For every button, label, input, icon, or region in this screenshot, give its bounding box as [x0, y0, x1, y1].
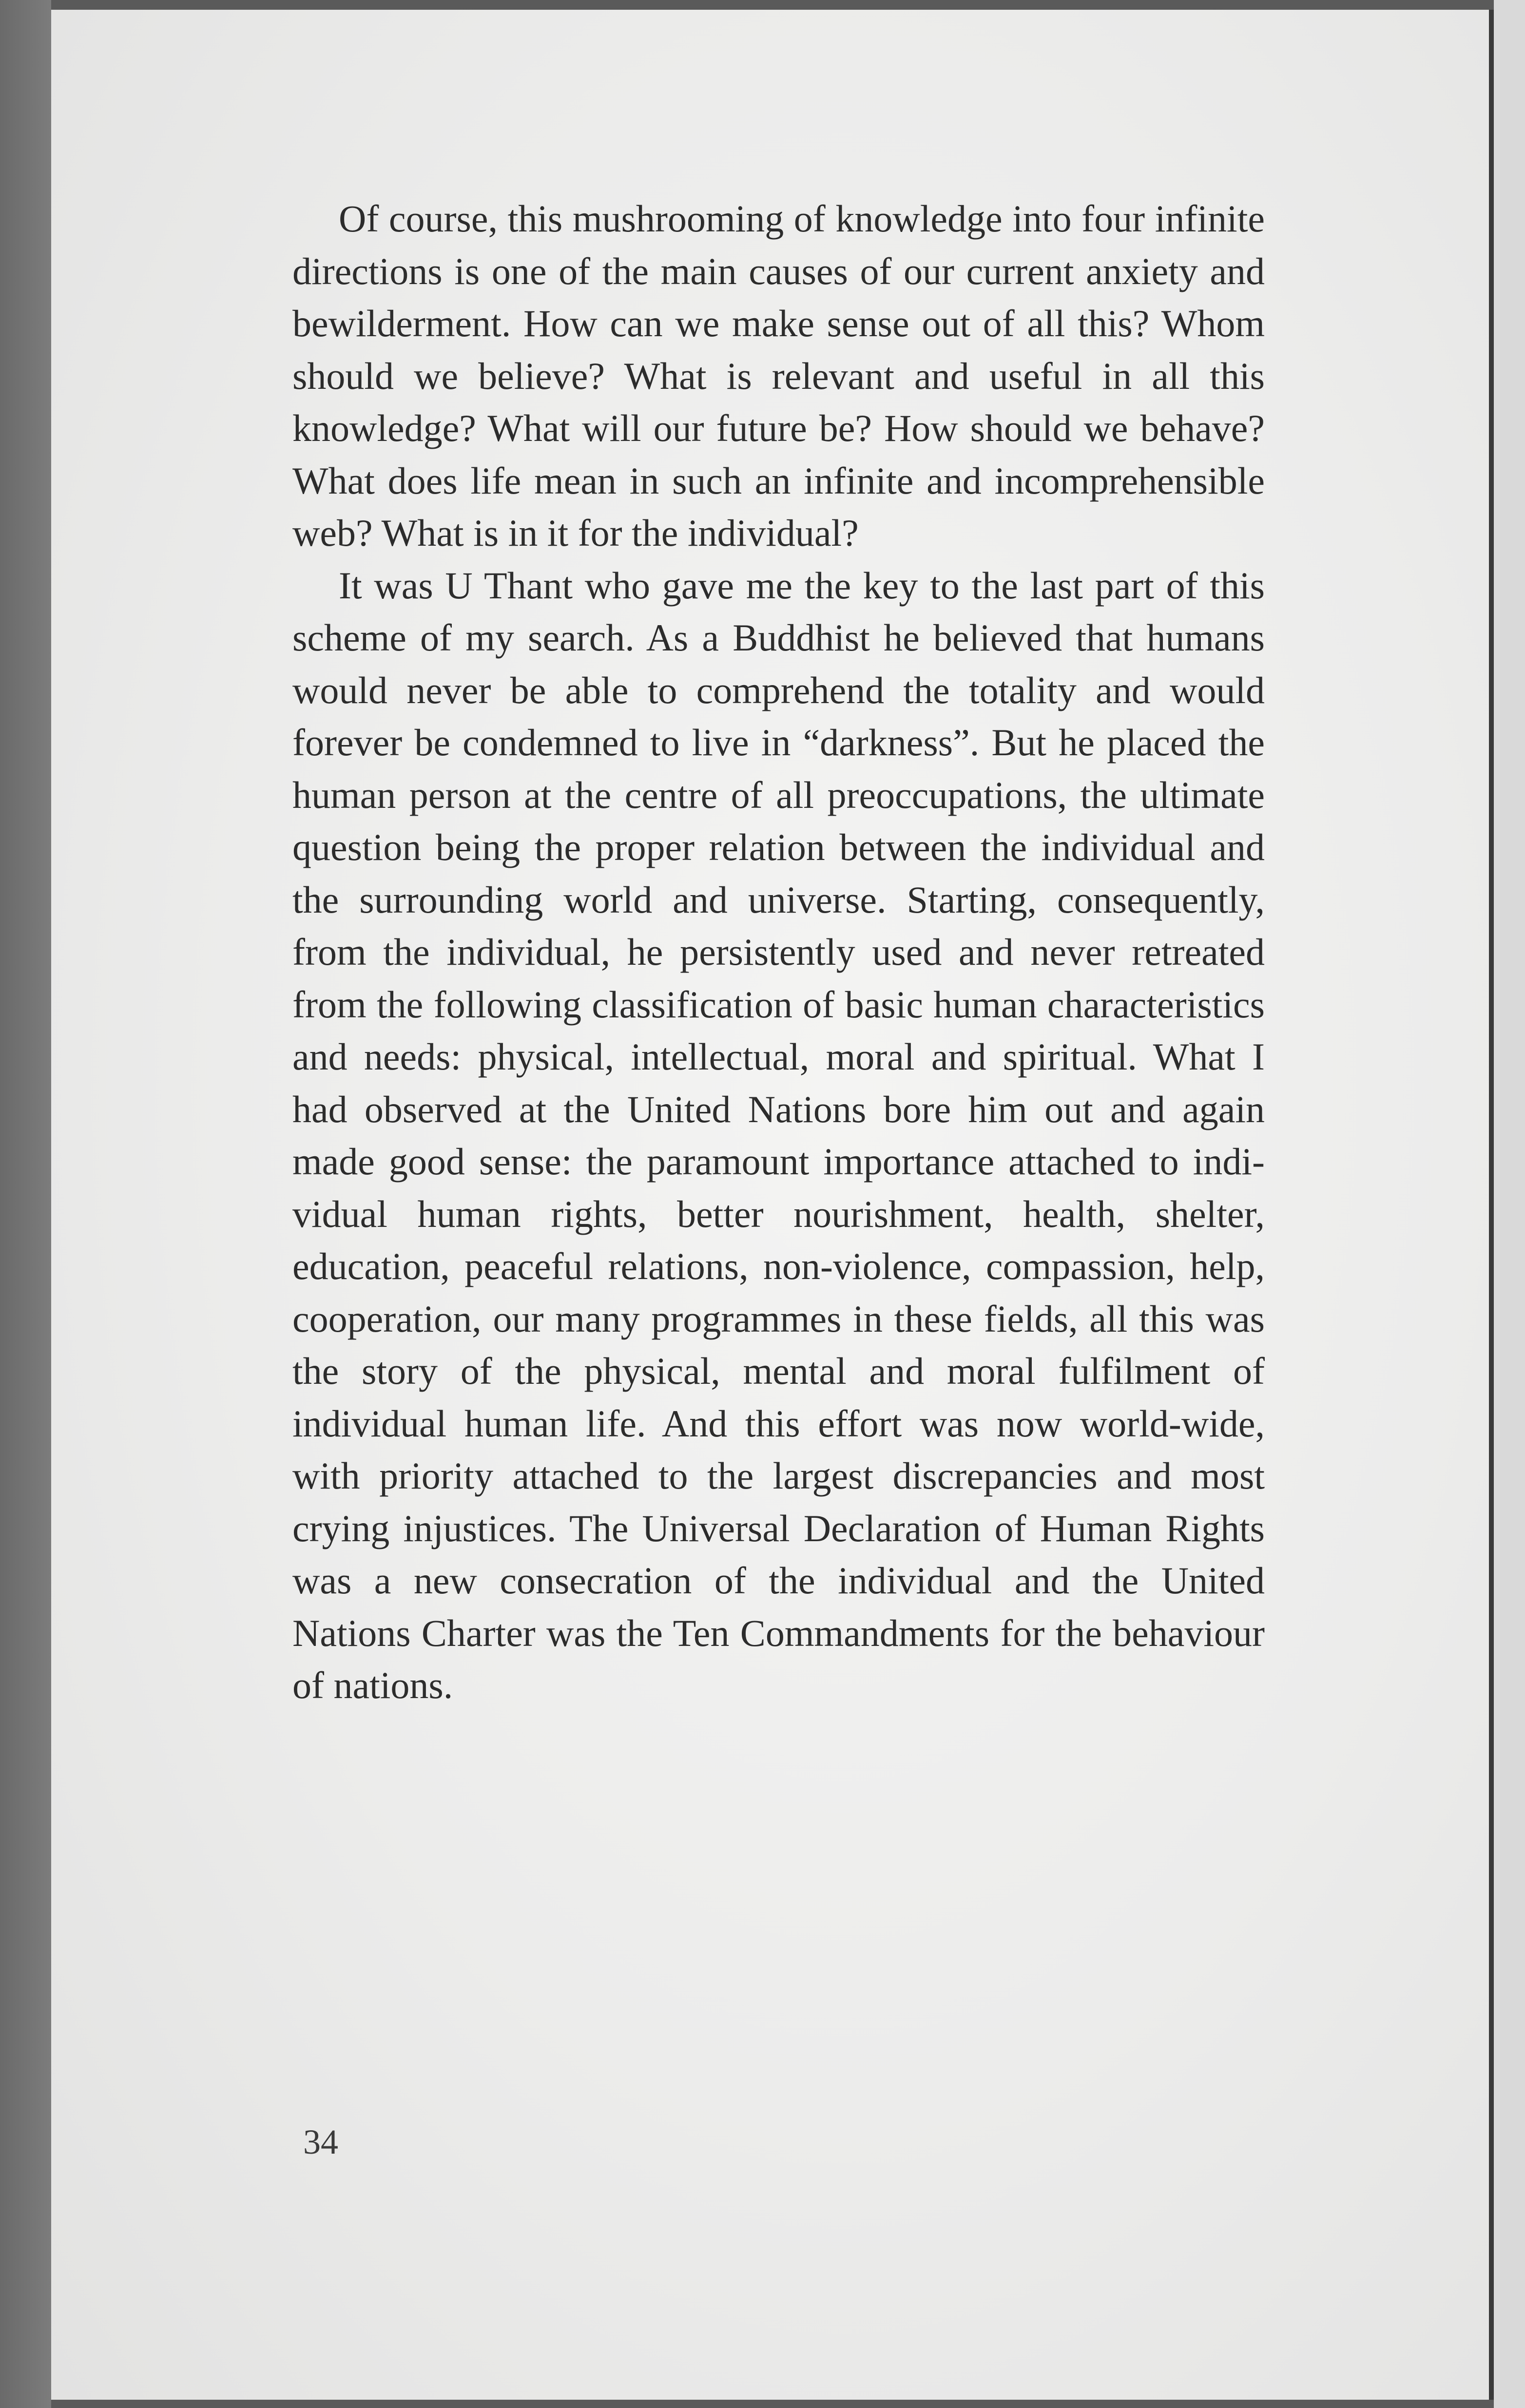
- scan-left-edge: [0, 0, 51, 2408]
- body-text: [292, 192, 1265, 1712]
- paragraph-2: It was U Thant who gave me the key to the last part of this scheme of my search. As a Buddhist he believed that humans would never be able to comprehend the totality and would forever be condemned to live in “darkness”. But he placed the human person at the centre of all preoccupations, the ultimate question being the proper relation between the individual and the surrounding world and universe. Starting, consequently, from the individual, he persistently used and never retreated from the following classification of basic human characteristics and needs: physical, intellectual, moral and spiritual. What I had observed at the United Nations bore him out and again made good sense: the paramount importance attached to individual human rights, better nourishment, health, shelter, education, peaceful relations, non-violence, compassion, help, cooperation, our many programmes in these fields, all this was the story of the physical, mental and moral fulfilment of individual human life. And this effort was now world-wide, with priority attached to the largest discrepancies and most crying injustices. The Universal Declaration of Human Rights was a new consecration of the individual and the United Nations Charter was the Ten Commandments for the behaviour of nations.: [292, 564, 1265, 1706]
- scan-right-edge: [1494, 0, 1525, 2408]
- paragraph-1: Of course, this mushrooming of knowledge into four infinite directions is one of the main causes of our current anxiety and bewilderment. How can we make sense out of all this? Whom should we believe? What is relevant and useful in all this knowledge? What will our future be? How should we behave? What does life mean in such an infinite and incomprehensible web? What is in it for the individual?: [292, 197, 1265, 554]
- page-number: 34: [303, 2122, 338, 2161]
